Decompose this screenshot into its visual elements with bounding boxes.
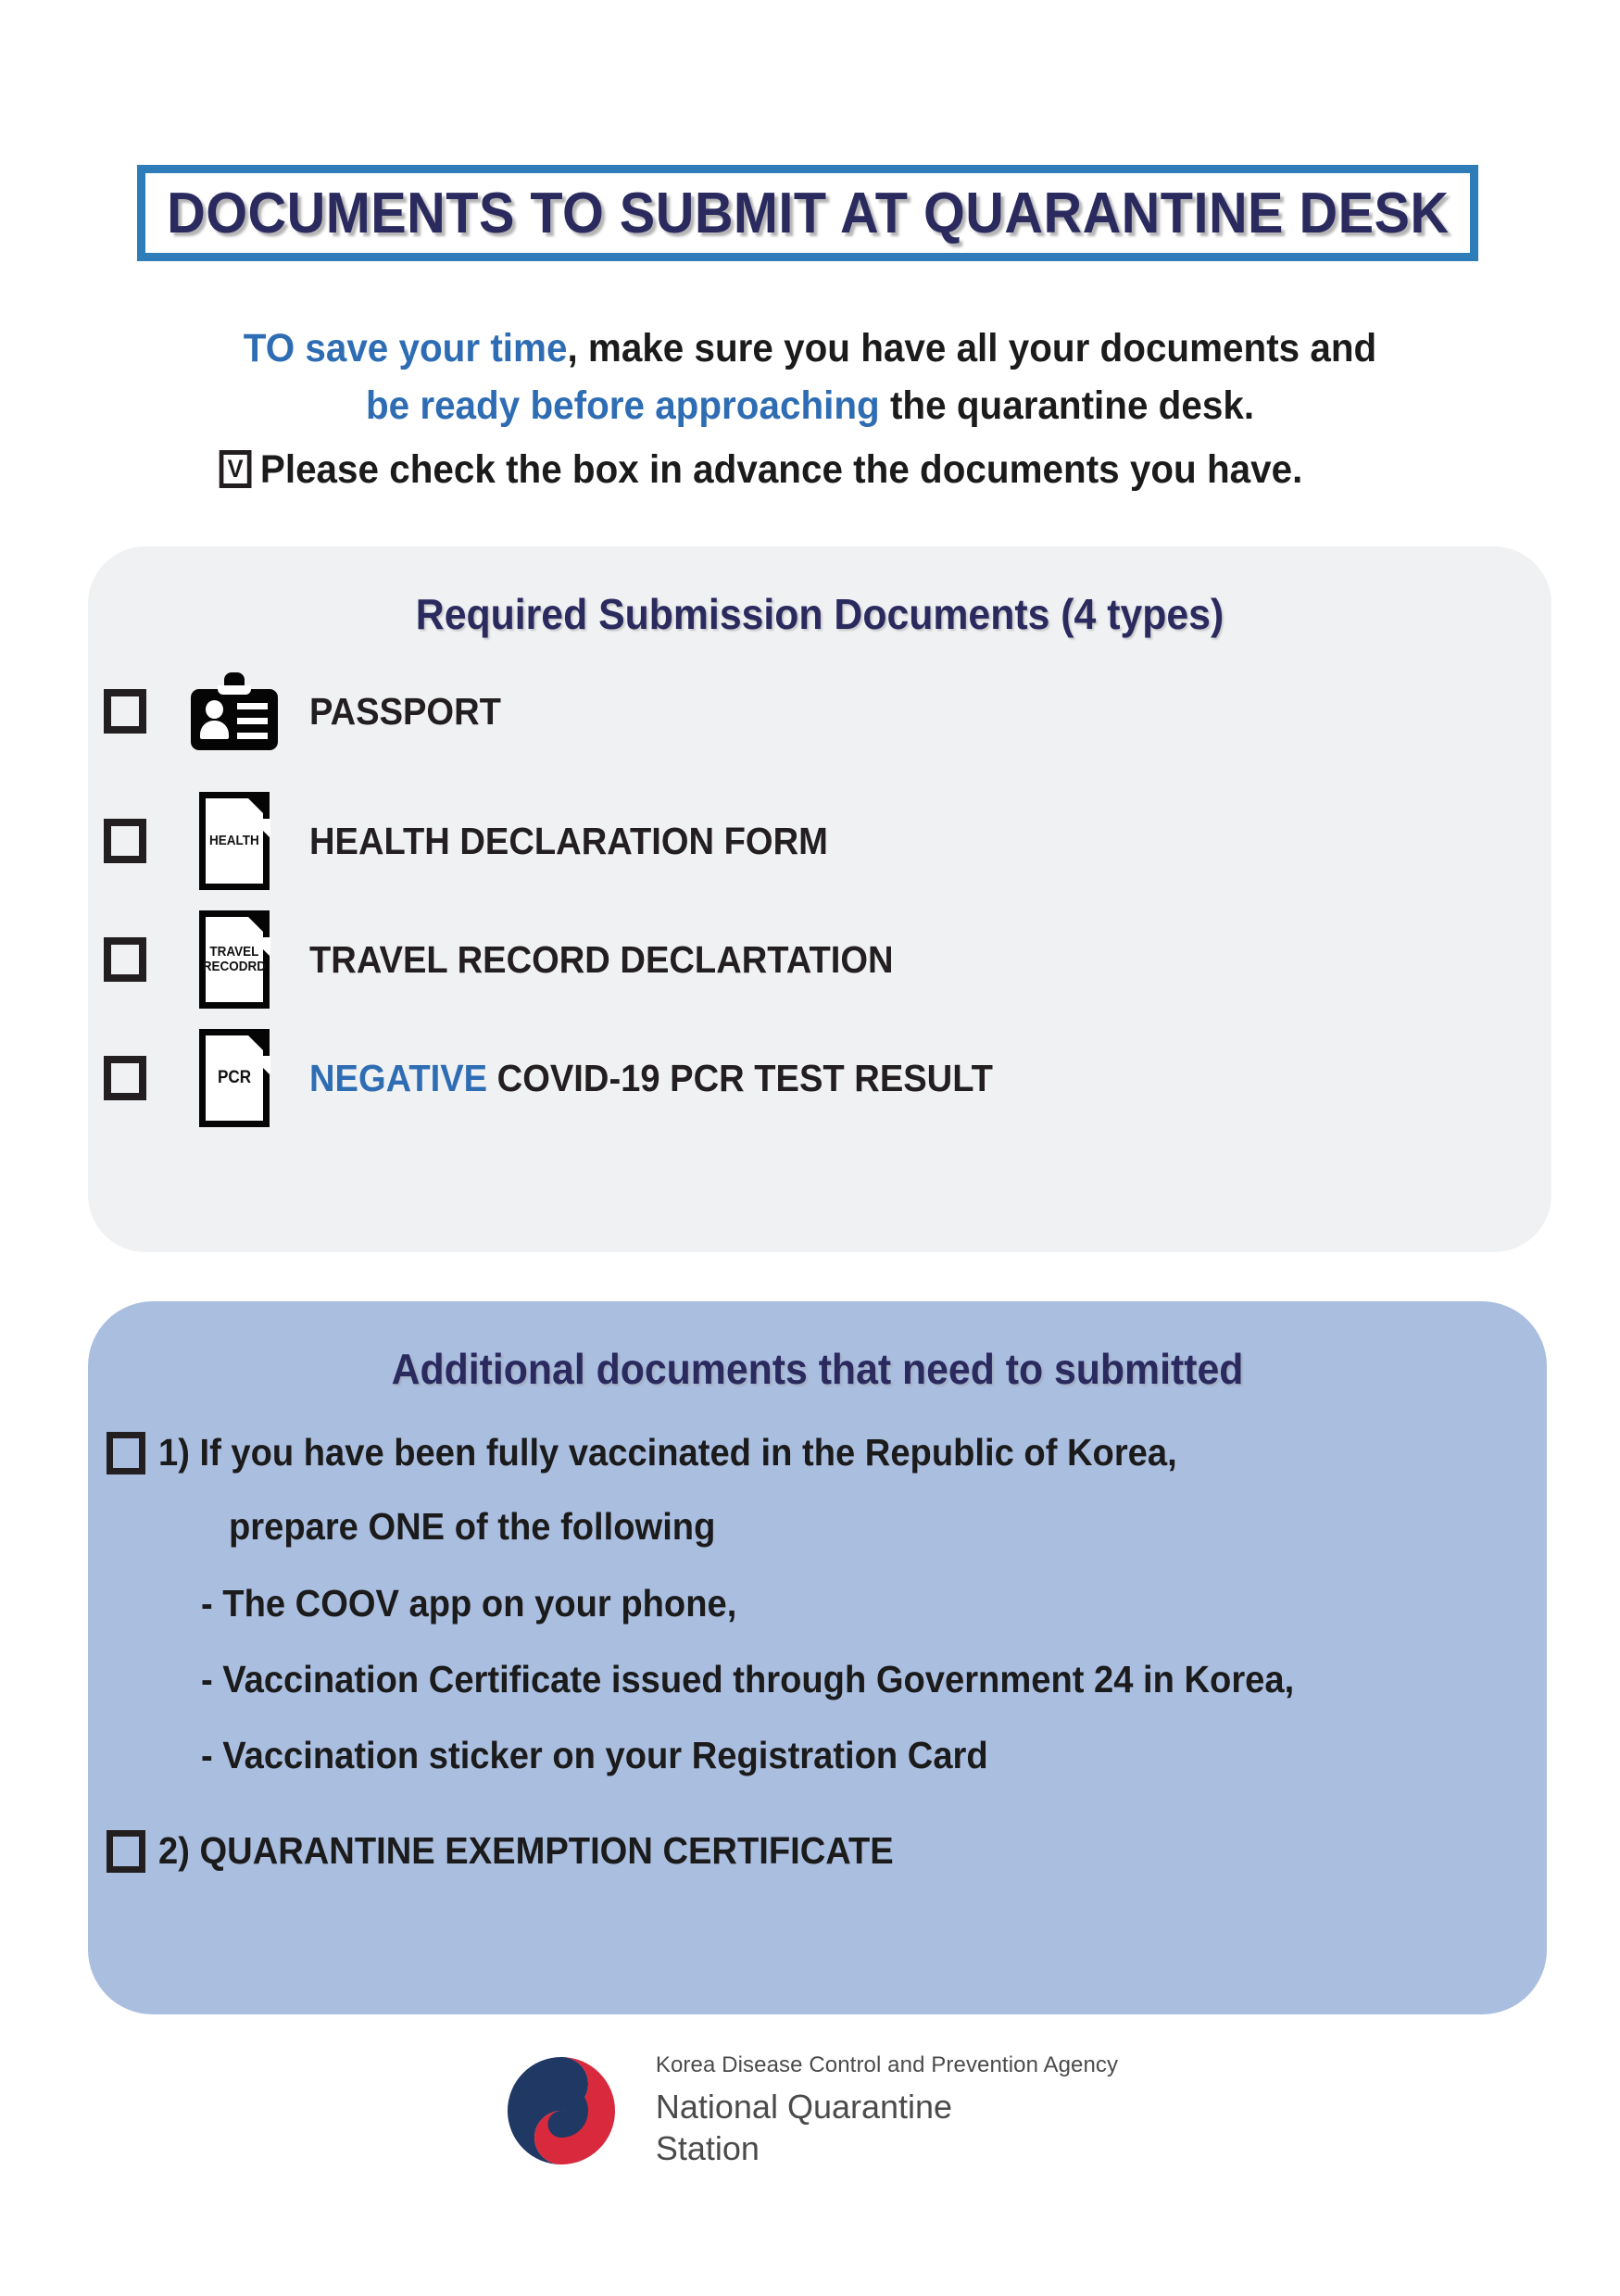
required-item-pcr[interactable] bbox=[104, 1029, 1045, 1127]
additional-item-1[interactable] bbox=[107, 1431, 1253, 1474]
document-icon-label-line2: RECODRD bbox=[202, 959, 267, 974]
intro-accent-2: be ready before approaching bbox=[365, 383, 880, 429]
required-item-label-health-declaration: HEALTH DECLARATION FORM bbox=[309, 819, 828, 862]
required-item-label-pcr bbox=[309, 1057, 993, 1100]
checkbox-quarantine-exemption[interactable] bbox=[107, 1830, 145, 1873]
intro-instruction: Please check the box in advance the documents you have. bbox=[259, 446, 1303, 492]
intro-line-3 bbox=[48, 441, 1571, 498]
required-item-health-declaration[interactable] bbox=[104, 792, 867, 890]
checkmark-example-box: V bbox=[220, 450, 252, 488]
additional-item-1-label: 1) If you have been fully vaccinated in the Republic of Korea, bbox=[158, 1431, 1177, 1474]
footer-org-line1: National Quarantine bbox=[655, 2088, 953, 2126]
additional-option-2: - Vaccination Certificate issued through Government 24 in Korea, bbox=[201, 1658, 1295, 1700]
id-badge-icon bbox=[191, 672, 278, 750]
additional-section-heading: Additional documents that need to submitted bbox=[391, 1345, 1244, 1393]
document-icon-label: HEALTH bbox=[209, 833, 259, 849]
document-icon bbox=[199, 792, 270, 890]
pcr-icon-slot bbox=[180, 1029, 289, 1127]
additional-item-2-label: 2) QUARANTINE EXEMPTION CERTIFICATE bbox=[158, 1829, 894, 1872]
required-documents-panel bbox=[88, 546, 1551, 1252]
additional-item-2[interactable] bbox=[107, 1829, 948, 1873]
document-icon bbox=[199, 1029, 270, 1127]
footer-agency-name: Korea Disease Control and Prevention Agency bbox=[655, 2052, 1119, 2077]
checkbox-travel-record[interactable] bbox=[104, 937, 146, 982]
intro-line-1 bbox=[48, 320, 1571, 377]
pcr-label-rest: COVID-19 PCR TEST RESULT bbox=[487, 1056, 993, 1099]
required-section-heading: Required Submission Documents (4 types) bbox=[415, 590, 1224, 638]
additional-option-1: - The COOV app on your phone, bbox=[201, 1582, 737, 1625]
footer-text-block bbox=[656, 2052, 1118, 2169]
intro-rest-2: the quarantine desk. bbox=[879, 383, 1255, 429]
checkbox-passport[interactable] bbox=[104, 689, 146, 734]
additional-option-3: - Vaccination sticker on your Registration Card bbox=[201, 1734, 988, 1776]
required-item-travel-record[interactable] bbox=[104, 910, 937, 1009]
checkbox-vaccinated-korea[interactable] bbox=[107, 1432, 145, 1474]
additional-item-1-continuation: prepare ONE of the following bbox=[229, 1505, 716, 1548]
additional-documents-panel bbox=[88, 1301, 1547, 2014]
footer-org-line2: Station bbox=[655, 2129, 760, 2167]
document-icon bbox=[199, 910, 270, 1009]
checkbox-pcr[interactable] bbox=[104, 1056, 146, 1100]
document-icon-label: PCR bbox=[217, 1068, 252, 1088]
required-item-passport[interactable] bbox=[104, 672, 516, 750]
pcr-negative-accent: NEGATIVE bbox=[309, 1056, 488, 1099]
checkbox-health-declaration[interactable] bbox=[104, 819, 146, 863]
document-icon-label-line1: TRAVEL bbox=[209, 944, 259, 960]
intro-block bbox=[0, 320, 1620, 498]
page-title: DOCUMENTS TO SUBMIT AT QUARANTINE DESK bbox=[166, 181, 1450, 245]
taegeuk-svg bbox=[502, 2051, 621, 2170]
health-icon-slot bbox=[180, 792, 289, 890]
travel-icon-slot bbox=[180, 910, 289, 1009]
required-item-label-travel-record: TRAVEL RECORD DECLARTATION bbox=[309, 937, 894, 981]
intro-rest-1: , make sure you have all your documents and bbox=[567, 326, 1377, 370]
kdca-taegeuk-logo-icon bbox=[502, 2051, 621, 2170]
intro-accent-1: TO save your time bbox=[243, 326, 568, 370]
page-title-box bbox=[137, 165, 1478, 261]
intro-line-2 bbox=[48, 377, 1571, 434]
footer bbox=[0, 2051, 1620, 2170]
required-item-label-passport: PASSPORT bbox=[309, 689, 501, 733]
passport-icon-slot bbox=[180, 672, 289, 750]
document-icon-label bbox=[203, 945, 266, 974]
